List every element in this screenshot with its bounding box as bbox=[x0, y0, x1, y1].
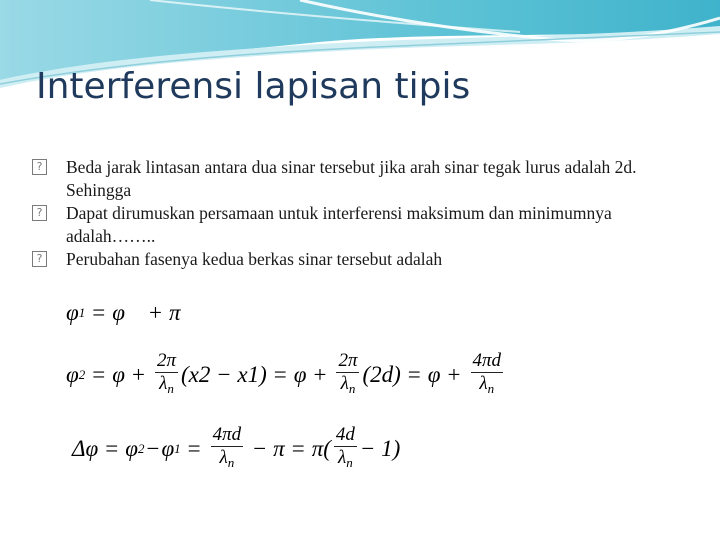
frac-denominator bbox=[157, 373, 176, 400]
page-title: Interferensi lapisan tipis bbox=[36, 66, 471, 107]
frac-denominator bbox=[477, 373, 496, 400]
frac-den-term: λ bbox=[338, 447, 347, 468]
frac-den-term: λ bbox=[219, 447, 228, 468]
eq-fraction bbox=[471, 350, 504, 400]
eq-subscript: 1 bbox=[78, 305, 86, 320]
frac-numerator: 2π bbox=[156, 350, 176, 371]
eq-subscript: 1 bbox=[174, 441, 181, 456]
eq-term: φ bbox=[66, 362, 79, 387]
eq-fraction bbox=[211, 424, 244, 474]
bullet-text: Perubahan fasenya kedua berkas sinar tersebut adalah bbox=[66, 249, 443, 269]
eq-operator: = bbox=[105, 436, 119, 461]
equation-delta-phi bbox=[72, 424, 400, 474]
eq-operator: = bbox=[273, 362, 287, 387]
eq-fraction bbox=[336, 350, 359, 400]
eq-term: φ bbox=[161, 436, 175, 461]
frac-numerator: 4πd bbox=[472, 350, 502, 371]
eq-subscript: 2 bbox=[78, 367, 86, 382]
eq-operator: + bbox=[447, 362, 461, 387]
eq-term: φ bbox=[112, 300, 125, 325]
eq-operator: = bbox=[407, 362, 421, 387]
frac-numerator: 4πd bbox=[212, 424, 242, 445]
eq-term: φ bbox=[66, 300, 79, 325]
eq-subscript: n bbox=[346, 455, 353, 470]
eq-subscript: n bbox=[167, 381, 174, 396]
eq-operator: = bbox=[291, 436, 305, 461]
eq-operator: = bbox=[187, 436, 201, 461]
frac-den-term: λ bbox=[340, 373, 349, 394]
eq-term: π bbox=[273, 436, 285, 461]
bullet-text: Dapat dirumuskan persamaan untuk interferensi maksimum dan minimumnya adalah…….. bbox=[66, 203, 612, 246]
eq-term: π bbox=[168, 300, 181, 325]
eq-term: φ bbox=[125, 436, 138, 461]
eq-fraction bbox=[155, 350, 178, 400]
eq-operator: = bbox=[92, 362, 106, 387]
eq-operator: + bbox=[148, 300, 162, 325]
frac-den-term: λ bbox=[159, 373, 168, 394]
eq-subscript: n bbox=[227, 455, 235, 470]
eq-subscript: n bbox=[487, 381, 495, 396]
eq-fraction bbox=[334, 424, 357, 474]
eq-term: (2d) bbox=[362, 362, 401, 387]
eq-operator: + bbox=[313, 362, 327, 387]
equation-phi2 bbox=[66, 350, 506, 400]
eq-operator: = bbox=[92, 300, 106, 325]
eq-term: Δφ bbox=[72, 436, 99, 461]
eq-term: π( bbox=[311, 436, 331, 461]
eq-operator: + bbox=[131, 362, 145, 387]
eq-term: φ bbox=[427, 362, 441, 387]
bullet-text: Beda jarak lintasan antara dua sinar tersebut jika arah sinar tegak lurus adalah 2d. Sehingga bbox=[66, 157, 637, 200]
eq-subscript: 2 bbox=[137, 441, 145, 456]
frac-denominator bbox=[339, 373, 358, 400]
eq-subscript: n bbox=[348, 381, 356, 396]
equation-phi1 bbox=[66, 300, 180, 326]
eq-term: − 1) bbox=[359, 436, 401, 461]
eq-term: φ bbox=[293, 362, 307, 387]
frac-denominator bbox=[336, 447, 355, 474]
frac-numerator: 2π bbox=[338, 350, 358, 371]
eq-term: (x2 − x1) bbox=[180, 362, 267, 387]
eq-operator: − bbox=[253, 436, 267, 461]
frac-numerator: 4d bbox=[335, 424, 355, 445]
frac-den-term: λ bbox=[479, 373, 488, 394]
eq-term: φ bbox=[112, 362, 125, 387]
eq-operator: − bbox=[146, 436, 160, 461]
frac-denominator bbox=[218, 447, 237, 474]
